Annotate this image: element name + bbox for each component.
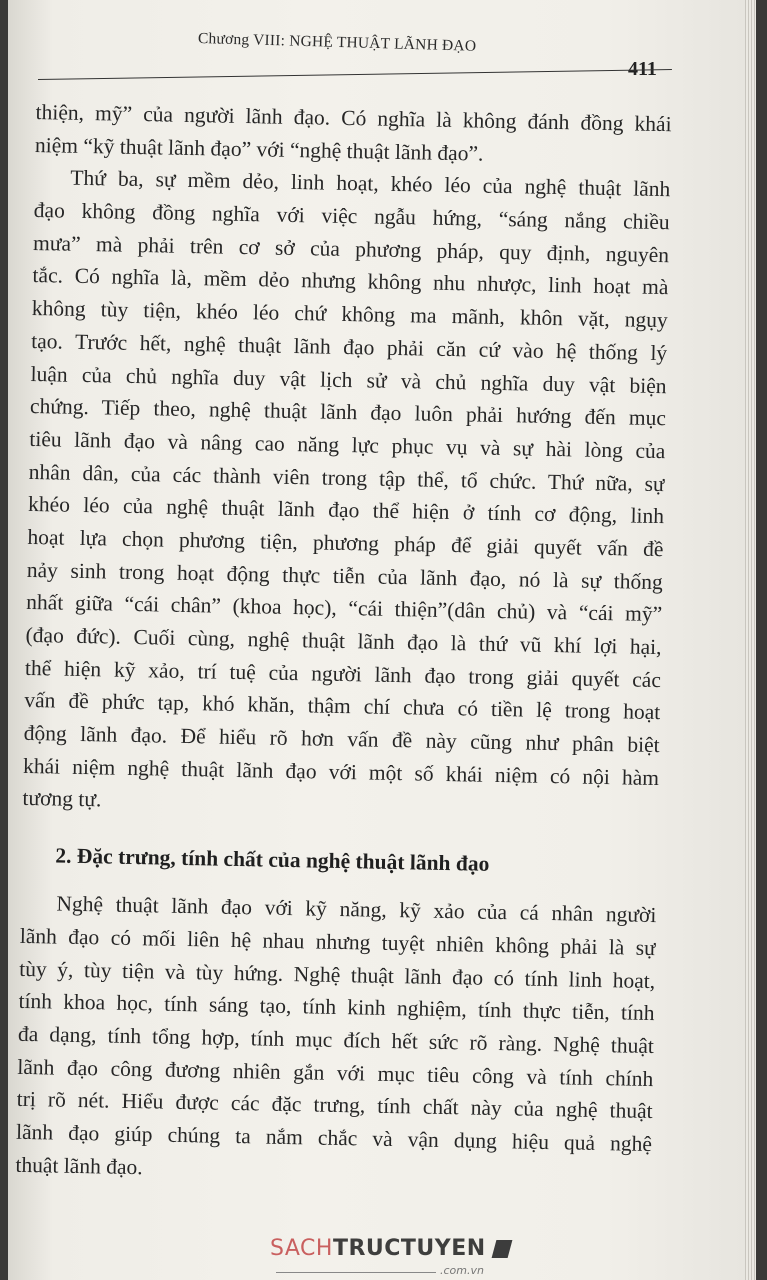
page-number: 411 [628,58,657,80]
paragraph-2 [22,161,670,827]
text-line: luận của chủ nghĩa duy vật lịch sử và chủ nghĩa duy vật biện [30,361,667,398]
book-page [8,0,756,1280]
text-line: tạo. Trước hết, nghệ thuật lãnh đạo phải căn cứ vào hệ thống lý [31,328,668,365]
text-line: không tùy tiện, khéo léo chứ không ma mãnh, khôn vặt, ngụy [31,296,669,333]
text-line: lãnh đạo giúp chúng ta nắm chắc và vận dụng hiệu quả nghệ [15,1119,653,1156]
text-line: nảy sinh trong hoạt động thực tiễn của lãnh đạo, nó là sự thống [26,557,664,594]
text-line: thuật lãnh đạo. [15,1152,143,1179]
page-edge [745,0,756,1280]
text-line: hoạt lựa chọn phương tiện, phương pháp để giải quyết vấn đề [27,524,664,562]
text-line: tương tự. [22,786,102,812]
text-line: đa dạng, tính tổng hợp, tính mục đích hết sức rõ ràng. Nghệ thuật [17,1021,655,1058]
text-line: nhân dân, của các thành viên trong tập thể, tổ chức. Thứ nữa, sự [28,459,665,496]
text-line: thể hiện kỹ xảo, trí tuệ của người lãnh đạo trong giải quyết các [24,655,662,692]
watermark-brand [270,1236,486,1261]
watermark-underline [276,1272,436,1273]
watermark-brand-part1: SACH [270,1236,333,1261]
watermark-brand-part2: TRUCTUYEN [332,1236,486,1261]
watermark-logo [270,1236,520,1280]
text-line: vấn đề phức tạp, khó khăn, thậm chí chưa có tiền lệ trong hoạt [24,688,661,725]
text-line: (đạo đức). Cuối cùng, nghệ thuật lãnh đạo là thứ vũ khí lợi hại, [25,622,662,660]
text-line: động lãnh đạo. Để hiểu rõ hơn vấn đề này cũng như phân biệt [23,720,660,758]
text-line: mưa” mà phải trên cơ sở của phương pháp, quy định, nguyên [32,230,670,267]
text-line: trị rõ nét. Hiểu được các đặc trưng, tính chất này của nghệ thuật [16,1087,653,1124]
text-line: tùy ý, tùy tiện và tùy hứng. Nghệ thuật lãnh đạo có tính linh hoạt, [19,956,656,993]
paragraph-1 [35,96,672,174]
text-line: lãnh đạo công đương nhiên gắn với mục tiêu công và tính chính [17,1054,654,1091]
text-line: thiện, mỹ” của người lãnh đạo. Có nghĩa là không đánh đồng khái [35,99,672,137]
text-line: nhất giữa “cái chân” (khoa học), “cái thiện”(dân chủ) và “cái mỹ” [26,590,663,627]
book-icon [492,1240,513,1258]
text-line: tắc. Có nghĩa là, mềm dẻo nhưng không nhu nhược, linh hoạt mà [32,263,669,300]
body-text [15,96,672,1193]
paragraph-3 [15,887,657,1193]
text-line: Thứ ba, sự mềm dẻo, linh hoạt, khéo léo của nghệ thuật lãnh [70,166,671,202]
text-line: đạo không đồng nghĩa với việc ngẫu hứng, “sáng nắng chiều [33,198,670,235]
text-line: niệm “kỹ thuật lãnh đạo” với “nghệ thuật lãnh đạo”. [34,132,484,166]
text-line: tiêu lãnh đạo và nâng cao năng lực phục vụ và sự hài lòng của [29,426,666,464]
running-header [8,0,756,90]
watermark-domain: .com.vn [440,1264,484,1277]
text-line: khái niệm nghệ thuật lãnh đạo với một số khái niệm có nội hàm [22,753,660,790]
section-heading: 2. Đặc trưng, tính chất của nghệ thuật lãnh đạo [55,843,490,876]
text-line: tính khoa học, tính sáng tạo, tính kinh nghiệm, tính thực tiễn, tính [18,989,655,1026]
text-line: Nghệ thuật lãnh đạo với kỹ năng, kỹ xảo của cá nhân người [56,891,657,928]
text-line: khéo léo của nghệ thuật lãnh đạo thể hiện ở tính cơ động, linh [27,492,665,529]
chapter-title: Chương VIII: NGHỆ THUẬT LÃNH ĐẠO [197,30,477,55]
text-line: lãnh đạo có mối liên hệ nhau nhưng tuyệt nhiên không phải là sự [19,923,656,960]
text-line: chứng. Tiếp theo, nghệ thuật lãnh đạo luôn phải hướng đến mục [29,394,667,431]
header-rule [38,69,672,80]
